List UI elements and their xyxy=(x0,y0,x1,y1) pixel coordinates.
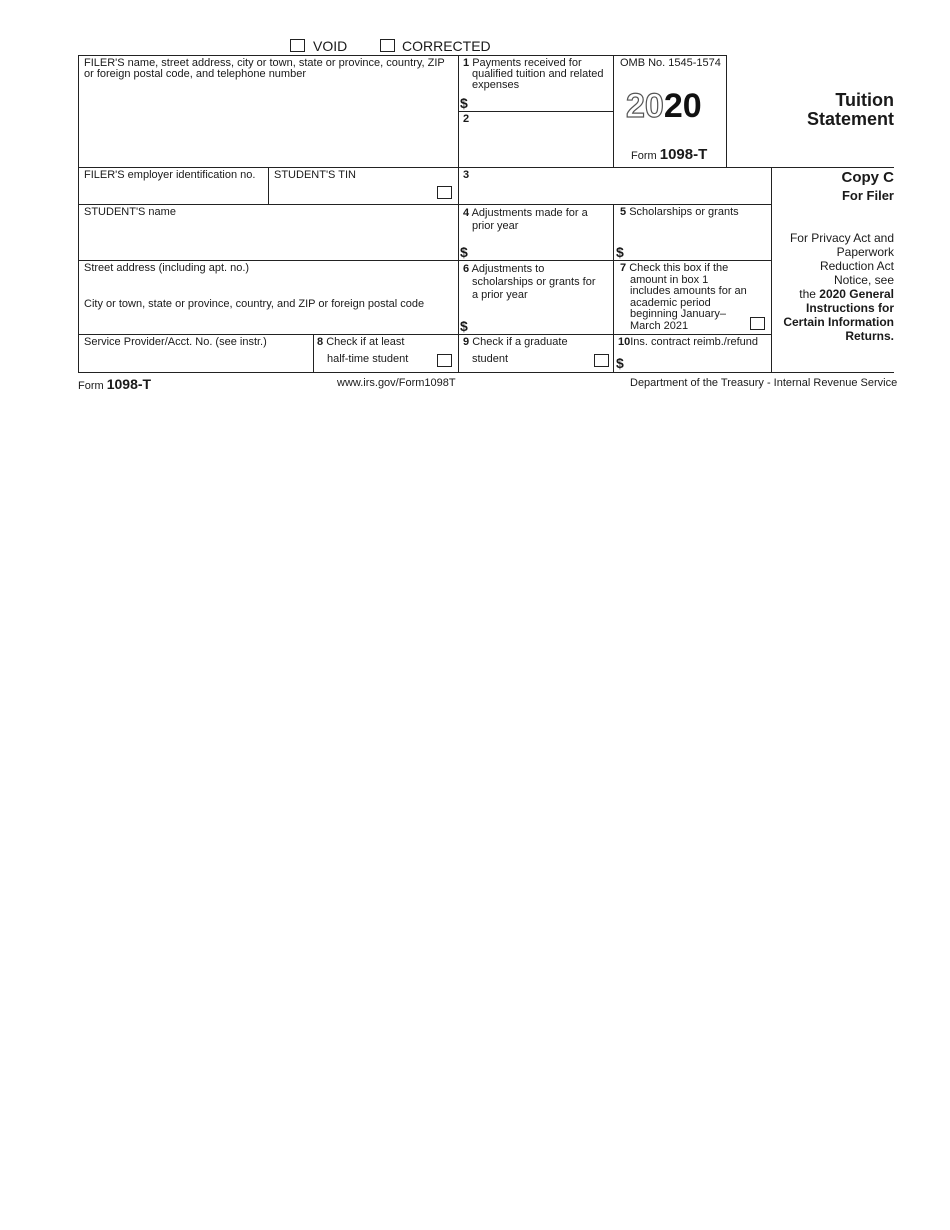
box9-label-line1 xyxy=(463,337,568,348)
box6-dollar: $ xyxy=(460,318,468,334)
box1-dollar: $ xyxy=(460,95,468,111)
omb-number: OMB No. 1545-1574 xyxy=(620,57,721,69)
void-label: VOID xyxy=(313,38,348,54)
box1-label xyxy=(463,58,618,91)
form-title xyxy=(764,91,894,129)
box5-number: 5 xyxy=(620,206,627,218)
for-filer-label: For Filer xyxy=(841,188,894,203)
tax-year xyxy=(626,89,702,123)
notice-line2: Paperwork xyxy=(836,245,894,259)
student-city-label: City or town, state or province, country, and ZIP or foreign postal code xyxy=(84,298,425,310)
box5-text: Scholarships or grants xyxy=(629,206,739,218)
box8-label-line1 xyxy=(317,337,404,348)
box7-number: 7 xyxy=(620,262,627,274)
box7-checkbox[interactable] xyxy=(750,317,765,330)
box4-dollar: $ xyxy=(460,244,468,260)
box5-dollar: $ xyxy=(616,244,624,260)
box10-label xyxy=(618,337,758,348)
filer-ein-label: FILER'S employer identification no. xyxy=(84,169,256,181)
box4-number: 4 xyxy=(463,207,470,219)
student-tin-checkbox[interactable] xyxy=(437,186,452,199)
notice-line1: For Privacy Act and xyxy=(789,231,894,245)
box1-number: 1 xyxy=(463,57,470,69)
notice-line6: Instructions for xyxy=(805,301,894,315)
box2-number: 2 xyxy=(463,113,470,125)
box10-dollar: $ xyxy=(616,355,624,371)
box1-text: Payments received for qualified tuition and related expenses xyxy=(472,57,604,91)
privacy-notice xyxy=(764,231,894,343)
footer-department: Department of the Treasury - Internal Revenue Service xyxy=(630,377,898,389)
box9-number: 9 xyxy=(463,336,470,348)
box10-text: Ins. contract reimb./refund xyxy=(630,336,759,348)
box8-checkbox[interactable] xyxy=(437,354,452,367)
notice-line5 xyxy=(764,287,894,301)
student-tin-label: STUDENT'S TIN xyxy=(274,169,356,181)
box6-number: 6 xyxy=(463,263,470,275)
notice-line8: Returns. xyxy=(845,329,894,343)
student-name-label: STUDENT'S name xyxy=(84,206,176,218)
student-street-label: Street address (including apt. no.) xyxy=(84,262,250,274)
tax-year-bold: 20 xyxy=(663,87,702,125)
omb-form-prefix: Form xyxy=(631,150,657,162)
box6-text: Adjustments to scholarships or grants for a prior year xyxy=(471,263,596,301)
notice-line7: Certain Information xyxy=(783,315,894,329)
notice-line3: Reduction Act xyxy=(819,259,894,273)
footer-form-number: 1098-T xyxy=(106,376,152,392)
box9-label-line2: student xyxy=(472,353,509,365)
omb-form-label xyxy=(631,148,707,163)
box3-number: 3 xyxy=(463,169,470,181)
box7-label xyxy=(620,263,748,333)
account-number-label: Service Provider/Acct. No. (see instr.) xyxy=(84,336,267,348)
box9-checkbox[interactable] xyxy=(594,354,609,367)
box5-label xyxy=(620,207,739,218)
box8-number: 8 xyxy=(317,336,324,348)
corrected-checkbox[interactable] xyxy=(380,39,395,52)
footer-form-prefix: Form xyxy=(78,380,104,392)
notice-line4: Notice, see xyxy=(833,273,894,287)
omb-form-number: 1098-T xyxy=(659,146,708,163)
box6-label xyxy=(463,263,602,302)
box8-label-line2: half-time student xyxy=(327,353,409,365)
corrected-label: CORRECTED xyxy=(402,38,491,54)
footer-url[interactable]: www.irs.gov/Form1098T xyxy=(337,377,456,389)
notice-line5-pre: the xyxy=(799,287,820,301)
form-title-line1: Tuition xyxy=(835,90,894,110)
footer-form-label xyxy=(78,377,151,393)
box4-label xyxy=(463,207,612,233)
form-title-line2: Statement xyxy=(806,109,894,129)
void-checkbox[interactable] xyxy=(290,39,305,52)
filer-name-label: FILER'S name, street address, city or town, state or province, country, ZIP or foreign postal code, and telephone number xyxy=(84,57,445,80)
box7-text: Check this box if the amount in box 1 includes amounts for an academic period beginning January–March 2021 xyxy=(629,262,747,332)
box10-number: 10 xyxy=(618,336,631,348)
box8-text: Check if at least xyxy=(326,336,405,348)
box9-text: Check if a graduate xyxy=(472,336,568,348)
copy-designation: Copy C xyxy=(841,169,894,186)
box4-text: Adjustments made for a prior year xyxy=(471,207,588,232)
tax-year-outline: 20 xyxy=(626,87,664,125)
notice-line5-bold: 2020 General xyxy=(819,287,894,301)
